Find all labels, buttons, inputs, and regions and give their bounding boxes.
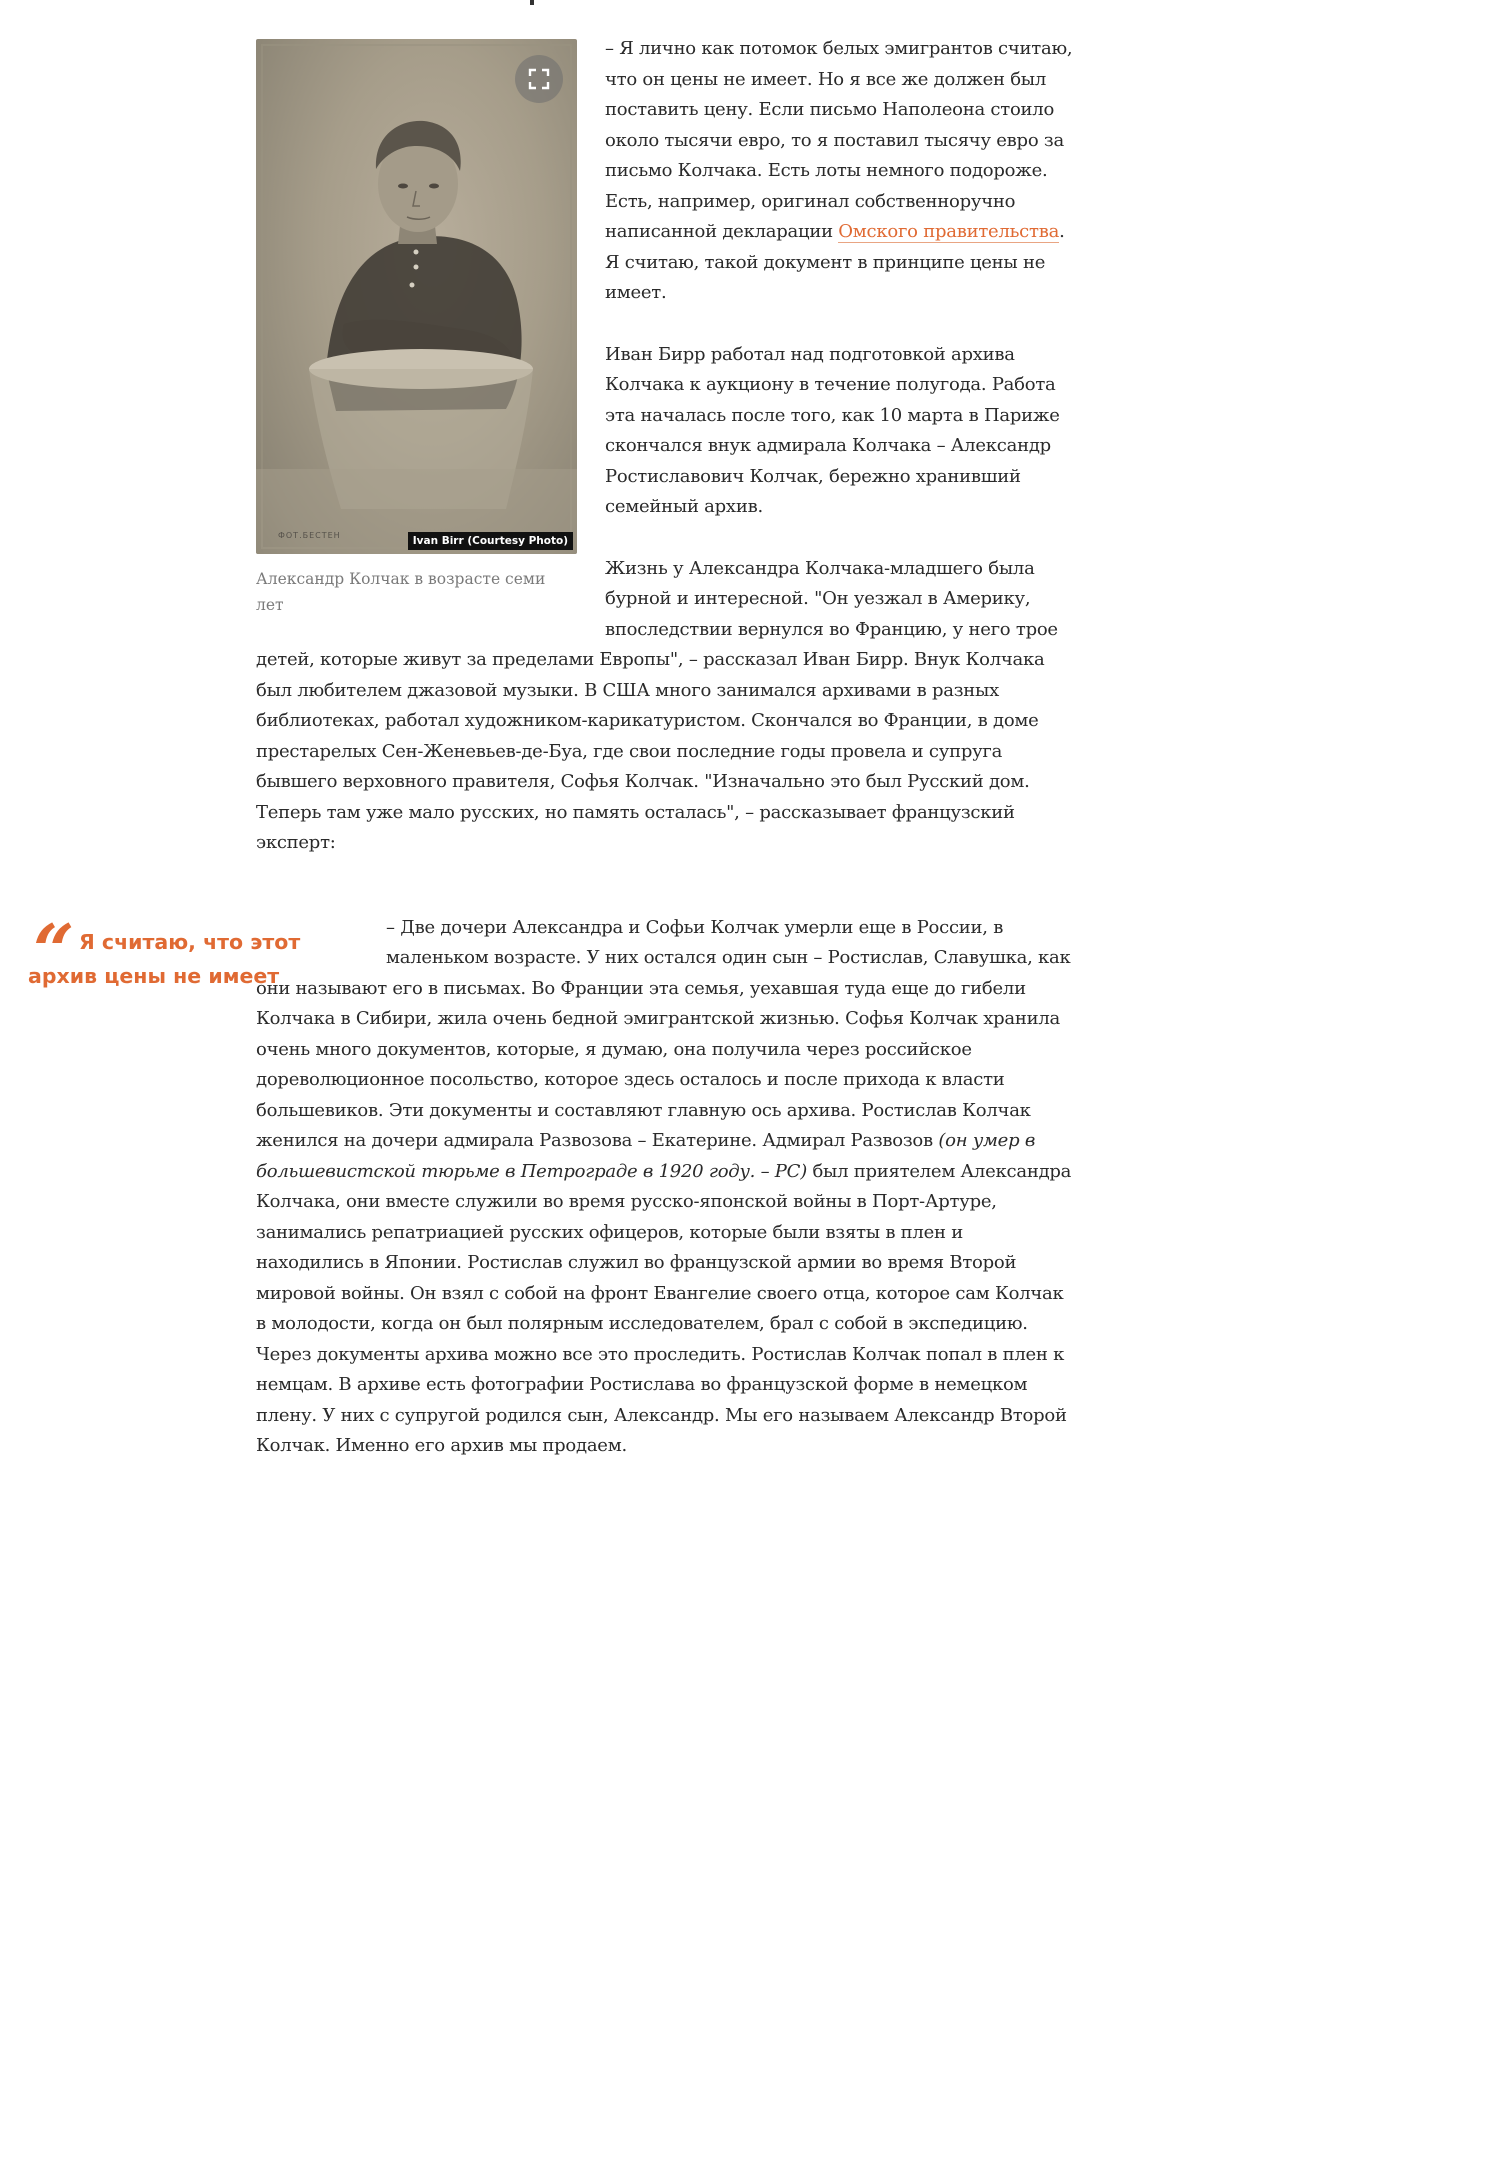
photo-studio-mark: ФОТ.БЕСТЕН — [278, 531, 341, 540]
paragraph-2: Иван Бирр работал над подготовкой архива Колчака к аукциону в течение полугода. Работа эта началась после того, как 10 марта в Париже скончался внук адмирала Колчака – Александр Ростиславович Колчак, бережно хранивший семейный архив. — [605, 343, 1060, 517]
editor-note: (он умер в большевистской тюрьме в Петрограде в 1920 году. – РС) — [256, 1130, 1036, 1182]
pullquote-text: Я считаю, что этот архив цены не имеет — [28, 930, 301, 988]
omsk-government-link[interactable]: Омского правительства — [838, 221, 1060, 242]
expand-image-button[interactable] — [515, 55, 563, 103]
pullquote — [28, 908, 328, 993]
paragraph-1-text-a: – Я лично как потомок белых эмигрантов считаю, что он цены не имеет. Но я все же должен был поставить цену. Если письмо Наполеона стоило около тысячи евро, то я поставил тысячу евро за письмо Колчака. Есть лоты немного подороже. Есть, например, оригинал собственноручно написанной декларации — [605, 38, 1073, 242]
paragraph-4-text-a: – Две дочери Александра и Софьи Колчак умерли еще в России, в маленьком возрасте. У них остался один сын – Ростислав, Славушка, как они называют его в письмах. Во Франции эта семья, уехавшая туда еще до гибели Колчака в Сибири, жила очень бедной эмигрантской жизнью. Софья Колчак хранила очень много документов, которые, я думаю, она получила через российское дореволюционное посольство, которое здесь осталось и после прихода к власти большевиков. Эти документы и составляют главную ось архива. Ростислав Колчак женился на дочери адмирала Развозова – Екатерине. Адмирал Развозов — [256, 916, 1071, 1151]
top-divider-fragment — [530, 0, 534, 5]
paragraph-4-text-b: был приятелем Александра Колчака, они вместе служили во время русско-японской войны в Порт-Артуре, занимались репатриацией русских офицеров, которые были взяты в плен и находились в Японии. Ростислав служил во французской армии во время Второй мировой войны. Он взял с собой на фронт Евангелие своего отца, которое сам Колчак в молодости, когда он был полярным исследователем, брал с собой в экспедицию. Через документы архива можно все это проследить. Ростислав Колчак попал в плен к немцам. В архиве есть фотографии Ростислава во французской форме в немецком плену. У них с супругой родился сын, Александр. Мы его называем Александр Второй Колчак. Именно его архив мы продаем. — [256, 1160, 1072, 1456]
paragraph-4 — [256, 913, 1076, 1462]
paragraph-1-text-b: . Я считаю, такой документ в принципе цены не имеет. — [605, 221, 1065, 303]
photo-illustration — [256, 39, 577, 554]
quote-mark-icon: “ — [33, 908, 75, 993]
expand-icon — [515, 55, 563, 103]
article-body — [256, 34, 1076, 1493]
photo-caption: Александр Колчак в возрасте семи лет — [256, 570, 546, 614]
photo-figure — [256, 39, 577, 618]
paragraph-3: Жизнь у Александра Колчака-младшего была бурной и интересной. "Он уезжал в Америку, впоследствии вернулся во Францию, у него трое детей, которые живут за пределами Европы", – рассказал Иван Бирр. Внук Колчака был любителем джазовой музыки. В США много занимался архивами в разных библиотеках, работал художником-карикатуристом. Скончался во Франции, в доме престарелых Сен-Женевьев-де-Буа, где свои последние годы провела и супруга бывшего верховного правителя, Софья Колчак. "Изначально это был Русский дом. Теперь там уже мало русских, но память осталась", – рассказывает французский эксперт: — [256, 557, 1058, 853]
photo-credit: Ivan Birr (Courtesy Photo) — [408, 532, 573, 550]
photo-kolchak-child[interactable] — [256, 39, 577, 554]
